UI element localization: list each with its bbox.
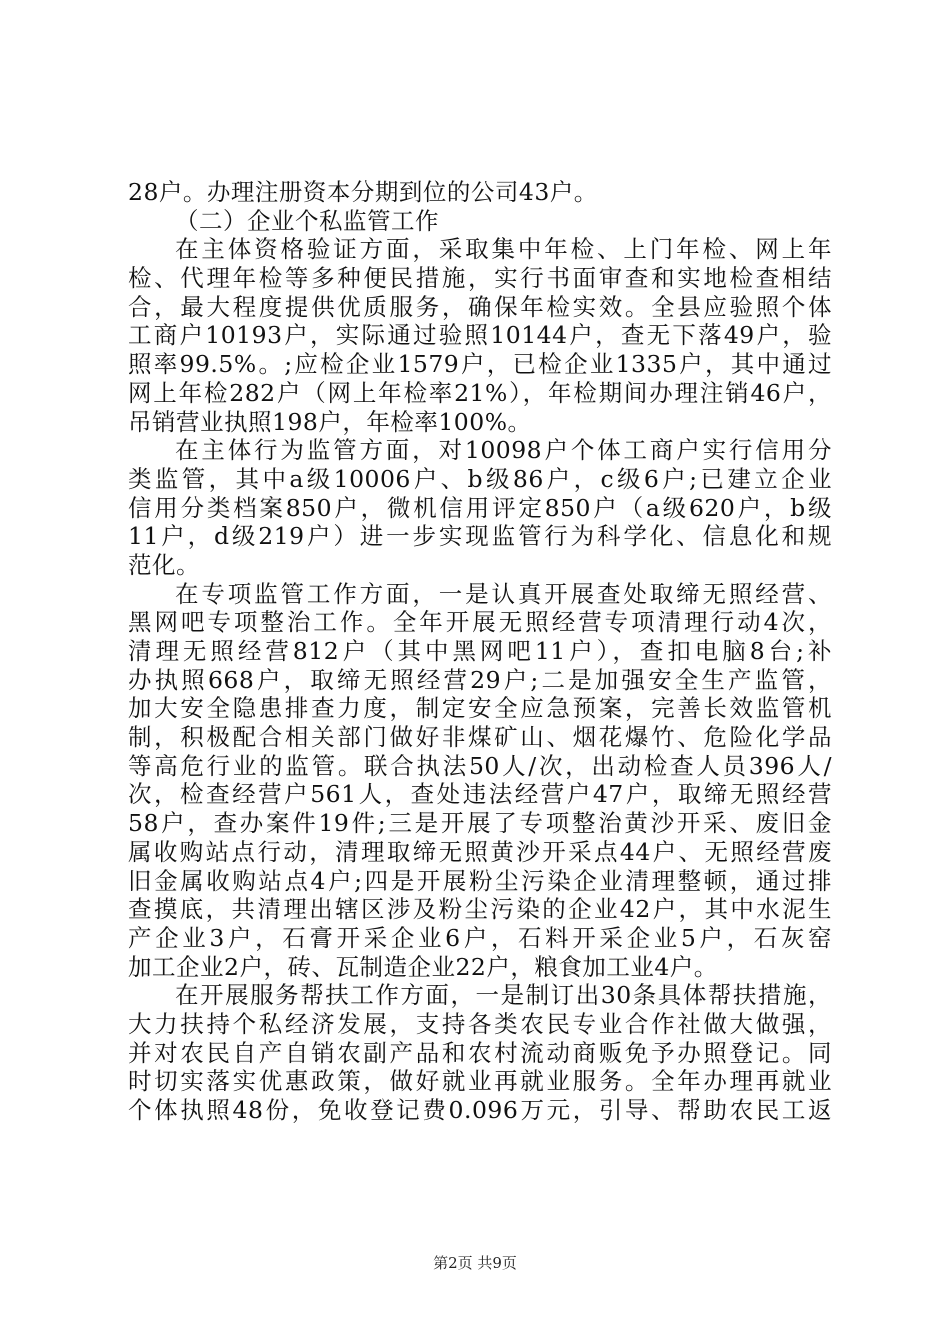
text-line: 吊销营业执照198户，年检率100%。 [128, 407, 532, 436]
text-line: 清理无照经营812户（其中黑网吧11户），查扣电脑8台;补 [128, 637, 832, 665]
text-line: 产企业3户，石膏开采企业6户，石料开采企业5户，石灰窑 [128, 923, 832, 952]
text-line: 个体执照48份，免收登记费0.096万元，引导、帮助农民工返 [128, 1096, 832, 1124]
text-line: 在主体资格验证方面，采取集中年检、上门年检、网上年 [175, 235, 832, 264]
text-line: 网上年检282户（网上年检率21%），年检期间办理注销46户， [128, 378, 832, 407]
text-line: 类监管，其中a级10006户、b级86户，c级6户;已建立企业 [128, 464, 832, 493]
text-line: 工商户10193户，实际通过验照10144户，查无下落49户，验 [128, 321, 832, 350]
text-line: 11户，d级219户）进一步实现监管行为科学化、信息化和规 [128, 522, 832, 551]
text-line: 查摸底，共清理出辖区涉及粉尘污染的企业42户，其中水泥生 [128, 895, 832, 924]
text-line: 办执照668户，取缔无照经营29户;二是加强安全生产监管， [128, 665, 832, 694]
text-line: 并对农民自产自销农副产品和农村流动商贩免予办照登记。同 [128, 1038, 832, 1067]
text-line: 在主体行为监管方面，对10098户个体工商户实行信用分 [175, 436, 832, 465]
text-line: 加大安全隐患排查力度，制定安全应急预案，完善长效监管机 [128, 694, 832, 723]
text-line: 次，检查经营户561人，查处违法经营户47户，取缔无照经营 [128, 780, 832, 809]
text-line: 范化。 [128, 550, 200, 579]
text-line: 在开展服务帮扶工作方面，一是制订出30条具体帮扶措施， [175, 981, 832, 1010]
text-line: 照率99.5%。;应检企业1579户，已检企业1335户，其中通过 [128, 350, 832, 379]
text-line: 黑网吧专项整治工作。全年开展无照经营专项清理行动4次， [128, 608, 832, 637]
text-line: 28户。办理注册资本分期到位的公司43户。 [128, 178, 598, 206]
text-line: 加工企业2户，砖、瓦制造企业22户，粮食加工业4户。 [128, 952, 718, 981]
text-line: （二）企业个私监管工作 [175, 206, 439, 235]
text-line: 在专项监管工作方面，一是认真开展查处取缔无照经营、 [175, 579, 832, 608]
text-line: 大力扶持个私经济发展，支持各类农民专业合作社做大做强， [128, 1009, 832, 1038]
text-line: 检、代理年检等多种便民措施，实行书面审查和实地检查相结 [128, 264, 832, 293]
text-line: 制，积极配合相关部门做好非煤矿山、烟花爆竹、危险化学品 [128, 723, 832, 752]
page-footer: 第2页 共9页 [433, 1254, 517, 1272]
document-body [128, 178, 832, 1125]
text-line: 信用分类档案850户，微机信用评定850户（a级620户，b级 [128, 493, 832, 522]
text-line: 旧金属收购站点4户;四是开展粉尘污染企业清理整顿，通过排 [128, 866, 832, 895]
text-line: 58户，查办案件19件;三是开展了专项整治黄沙开采、废旧金 [128, 809, 832, 838]
text-line: 时切实落实优惠政策，做好就业再就业服务。全年办理再就业 [128, 1067, 832, 1096]
text-line: 属收购站点行动，清理取缔无照黄沙开采点44户、无照经营废 [128, 837, 832, 866]
text-line: 合，最大程度提供优质服务，确保年检实效。全县应验照个体 [128, 292, 832, 321]
text-line: 等高危行业的监管。联合执法50人/次，出动检查人员396人/ [128, 751, 832, 780]
